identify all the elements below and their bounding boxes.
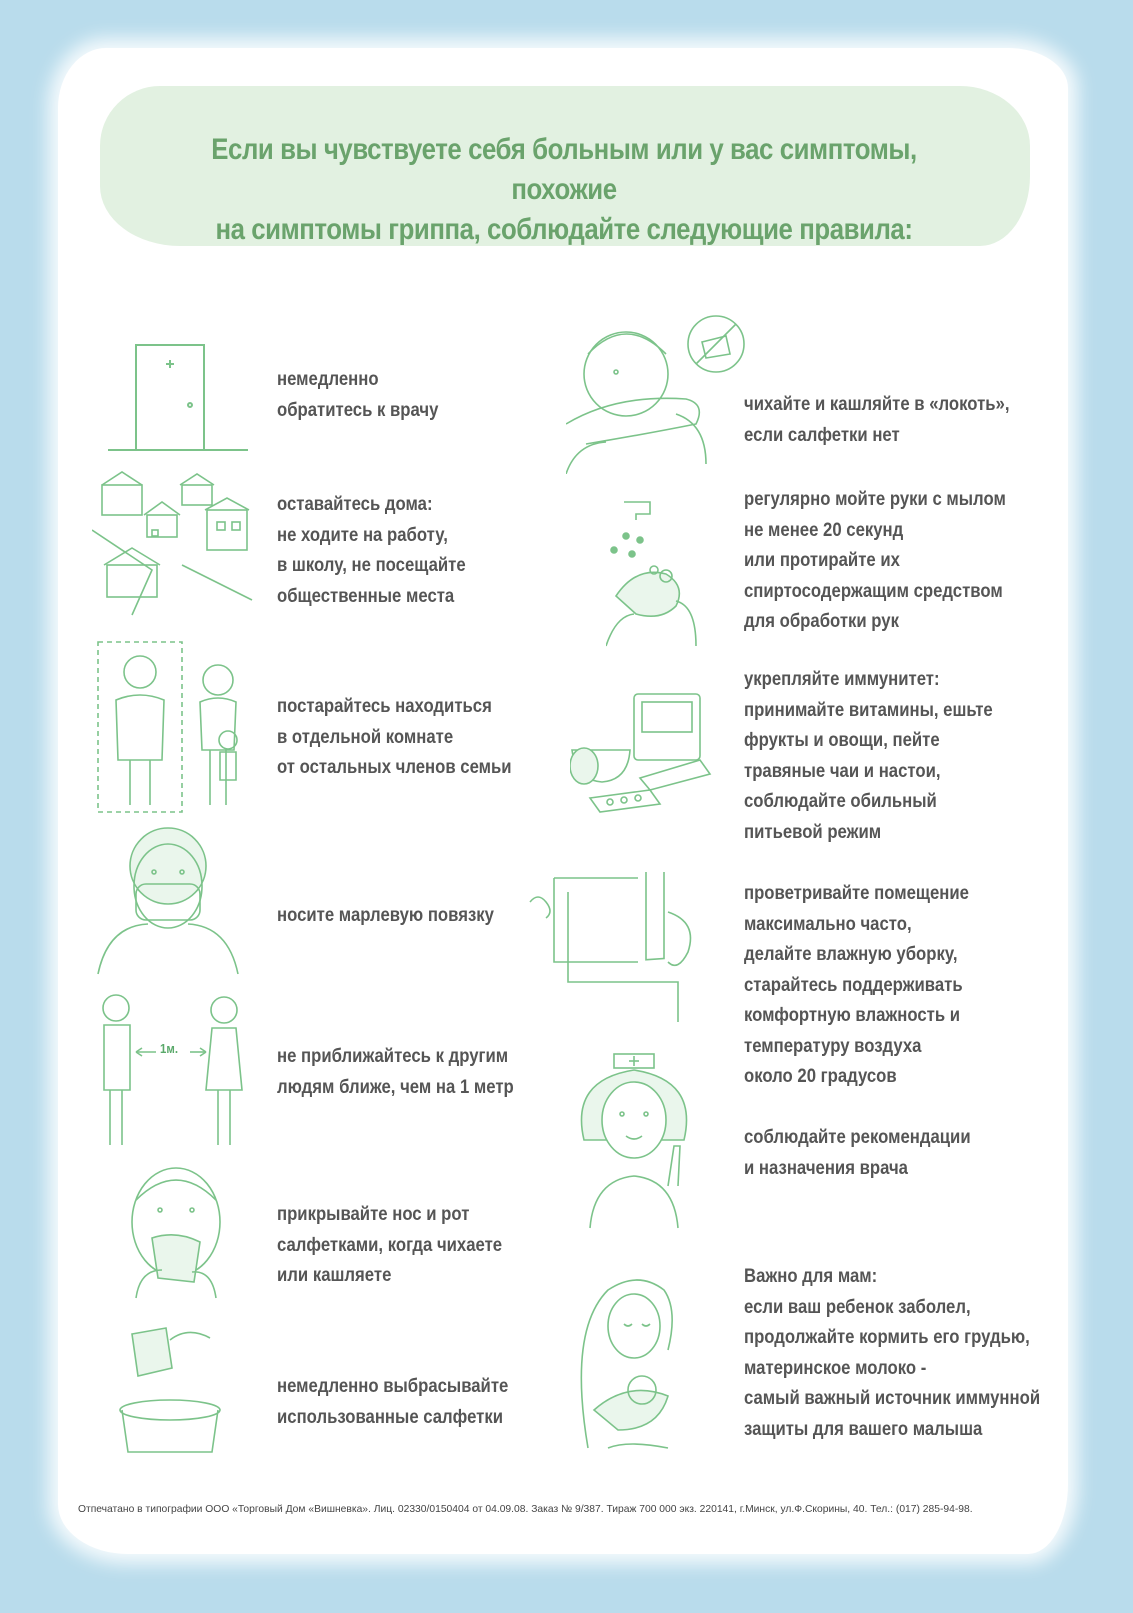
open-window-icon [528, 872, 718, 1022]
left-item-4-text: носите марлевую повязку [277, 905, 494, 926]
right-item-5-text: соблюдайте рекомендации и назначения врача [744, 1127, 971, 1179]
healthy-food-icon [570, 690, 720, 820]
right-item-4-text: проветривайте помещение максимально часто, делайте влажную уборку, старайтесь поддерживать комфортную влажность и температуру воздуха около 20 градусов [744, 883, 969, 1087]
left-item-3-text: постарайтесь находиться в отдельной комнате от остальных членов семьи [277, 696, 512, 778]
poster-title [180, 130, 947, 250]
right-item-3-text: укрепляйте иммунитет: принимайте витамины, ешьте фрукты и овощи, пейте травяные чаи и настои, соблюдайте обильный питьевой режим [744, 669, 993, 843]
right-item-6-text: Важно для мам: если ваш ребенок заболел, продолжайте кормить его грудью, материнское молоко - самый важный источник иммунной защиты для вашего малыша [744, 1266, 1041, 1440]
family-icon [96, 640, 246, 815]
left-item-5-text: не приближайтесь к другим людям ближе, чем на 1 метр [277, 1046, 514, 1098]
distance-icon [94, 990, 254, 1150]
breastfeeding-icon [568, 1270, 688, 1450]
hand-wash-icon [606, 496, 716, 656]
elbow-sneeze-icon [566, 314, 756, 474]
left-item-6-text: прикрывайте нос и рот салфетками, когда чихаете или кашляете [277, 1204, 503, 1286]
print-footer: Отпечатано в типографии ООО «Торговый Дом «Вишневка». Лиц. 02330/0150404 от 04.09.08. Заказ № 9/387. Тираж 700 000 экз. 220141, г.Минск, ул.Ф.Скорины, 40. Тел.: (017) 285-94-98. [78, 1504, 973, 1515]
door-icon [108, 340, 258, 460]
title-line-1: Если вы чувствуете себя больным или у вас симптомы, похожие [211, 133, 917, 206]
nurse-icon [570, 1050, 700, 1230]
mask-icon [88, 826, 248, 976]
title-line-2: на симптомы гриппа, соблюдайте следующие правила: [215, 213, 913, 246]
left-item-2-text: оставайтесь дома: не ходите на работу, в школу, не посещайте общественные места [277, 494, 466, 607]
trash-bin-icon [110, 1320, 230, 1455]
left-item-7-text: немедленно выбрасывайте использованные салфетки [277, 1376, 509, 1428]
right-item-1-text: чихайте и кашляйте в «локоть», если салфетки нет [744, 394, 1010, 446]
distance-label: 1м. [160, 1041, 179, 1056]
left-item-1-text: немедленно обратитесь к врачу [277, 369, 439, 421]
houses-icon [92, 470, 262, 620]
right-item-2-text: регулярно мойте руки с мылом не менее 20 секунд или протирайте их спиртосодержащим средством для обработки рук [744, 489, 1006, 632]
tissue-face-icon [106, 1160, 246, 1300]
